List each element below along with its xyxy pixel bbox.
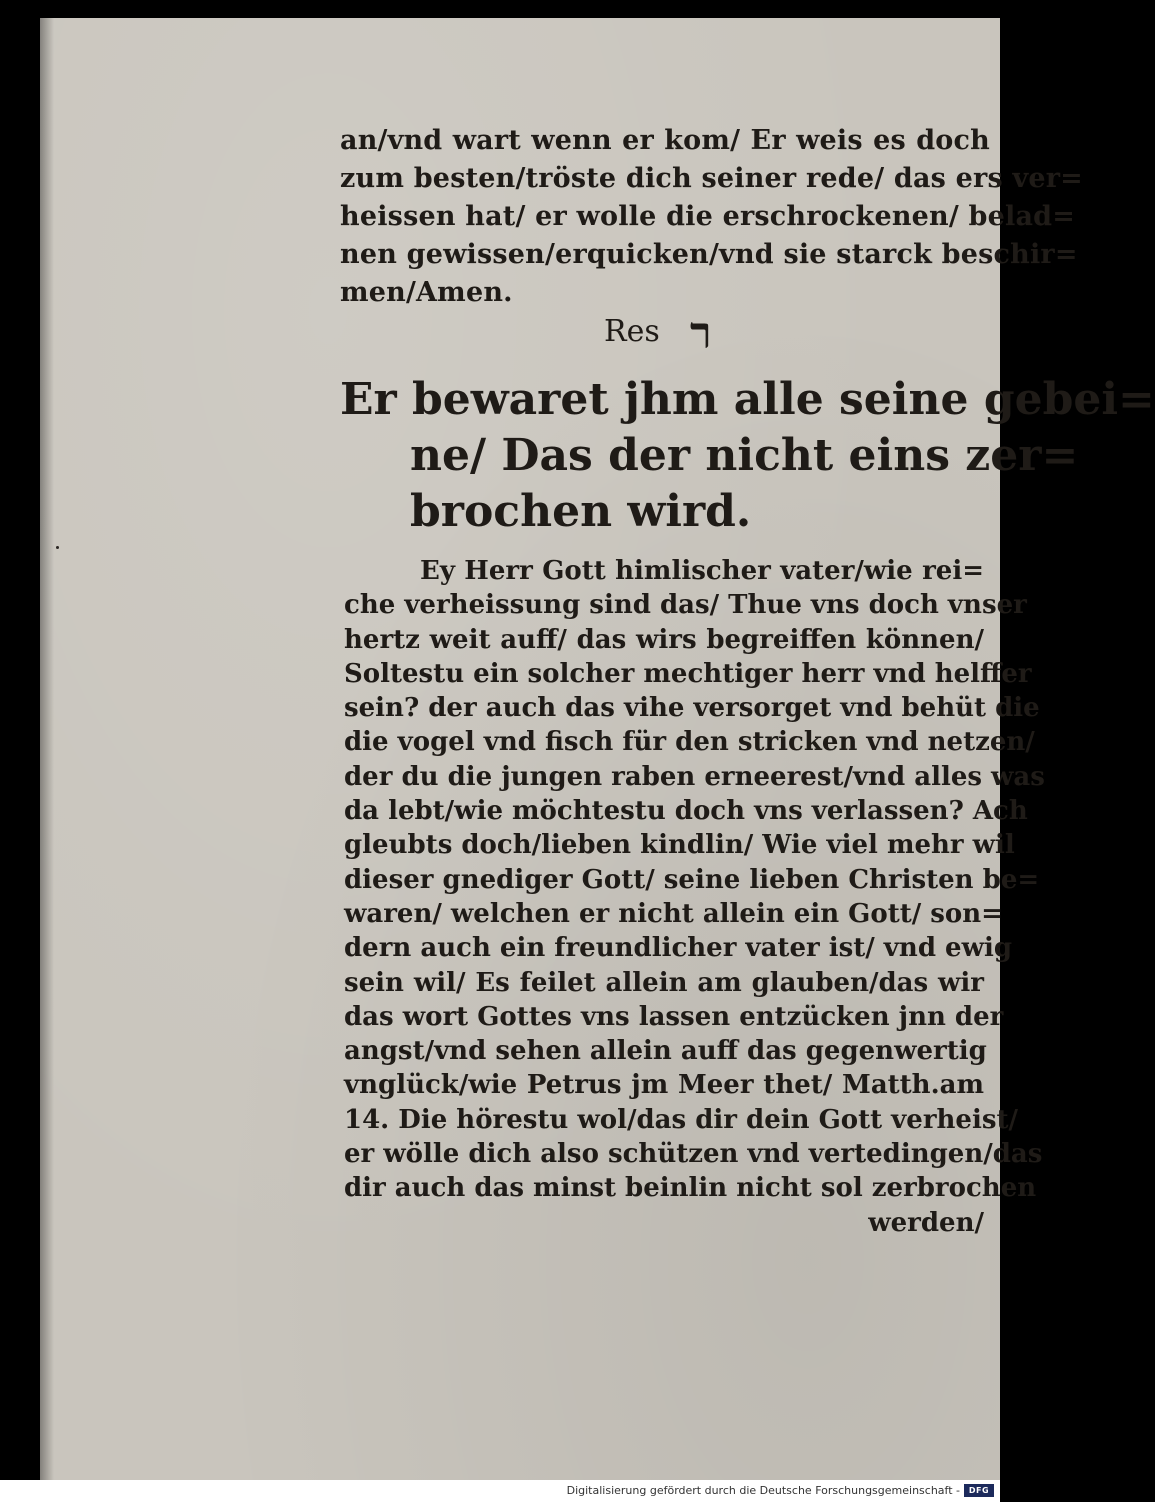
verse-line: brochen wird. [410,486,752,537]
dfg-logo: DFG [964,1484,994,1497]
text-line: dir auch das minst beinlin nicht sol zerbrochen [344,1173,1037,1204]
text-line: hertz weit auff/ das wirs begreiffen können/ [344,624,984,655]
text-line: gleubts doch/lieben kindlin/ Wie viel mehr wil [344,830,1015,861]
text-line: vnglück/wie Petrus jm Meer thet/ Matth.am [344,1070,984,1101]
text-line: che verheissung sind das/ Thue vns doch vnser [344,590,1027,621]
text-line: Soltestu ein solcher mechtiger herr vnd helffer [344,658,1032,689]
text-line: heissen hat/ er wolle die erschrockenen/ belad= [340,201,1076,232]
text-line: an/vnd wart wenn er kom/ Er weis es doch [340,125,990,156]
footer-bar [0,1480,1000,1502]
text-line: sein wil/ Es feilet allein am glauben/das wir [344,967,984,998]
text-line: waren/ welchen er nicht allein ein Gott/ son= [344,898,1003,929]
funding-credit: Digitalisierung gefördert durch die Deutsche Forschungsgemeinschaft - [566,1484,960,1497]
text-line: men/Amen. [340,277,513,308]
text-line: die vogel vnd fisch für den stricken vnd netzen/ [344,727,1035,758]
text-line: das wort Gottes vns lassen entzücken jnn der [344,1001,1004,1032]
verse-line: ne/ Das der nicht eins zer= [410,430,1079,481]
catchword: werden/ [868,1207,984,1238]
section-heading [604,306,764,366]
text-line: der du die jungen raben erneerest/vnd alles was [344,761,1045,792]
body-paragraph [344,554,1045,1240]
text-line: angst/vnd sehen allein auff das gegenwertig [344,1036,987,1067]
section-label: Res [604,314,660,349]
text-line: 14. Die hörestu wol/das dir dein Gott verheist/ [344,1104,1018,1135]
text-line: zum besten/tröste dich seiner rede/ das ers ver= [340,163,1083,194]
text-line: Ey Herr Gott himlischer vater/wie rei= [420,556,984,586]
text-line: sein? der auch das vihe versorget vnd behüt die [344,693,1040,724]
page-gutter-shadow [40,18,54,1480]
hebrew-letter-resh: ר [690,308,712,359]
text-line: dern auch ein freundlicher vater ist/ vnd ewig [344,933,1013,964]
text-line: dieser gnediger Gott/ seine lieben Christen be= [344,864,1040,895]
text-line: da lebt/wie möchtestu doch vns verlassen? Ach [344,796,1028,827]
ink-speck [56,546,59,549]
verse-line: Er bewaret jhm alle seine gebei= [340,374,1155,425]
text-line: er wölle dich also schützen vnd vertedingen/das [344,1139,1043,1170]
text-line: nen gewissen/erquicken/vnd sie starck beschir= [340,239,1078,270]
top-paragraph [340,122,1083,312]
verse-heading [340,372,1155,540]
